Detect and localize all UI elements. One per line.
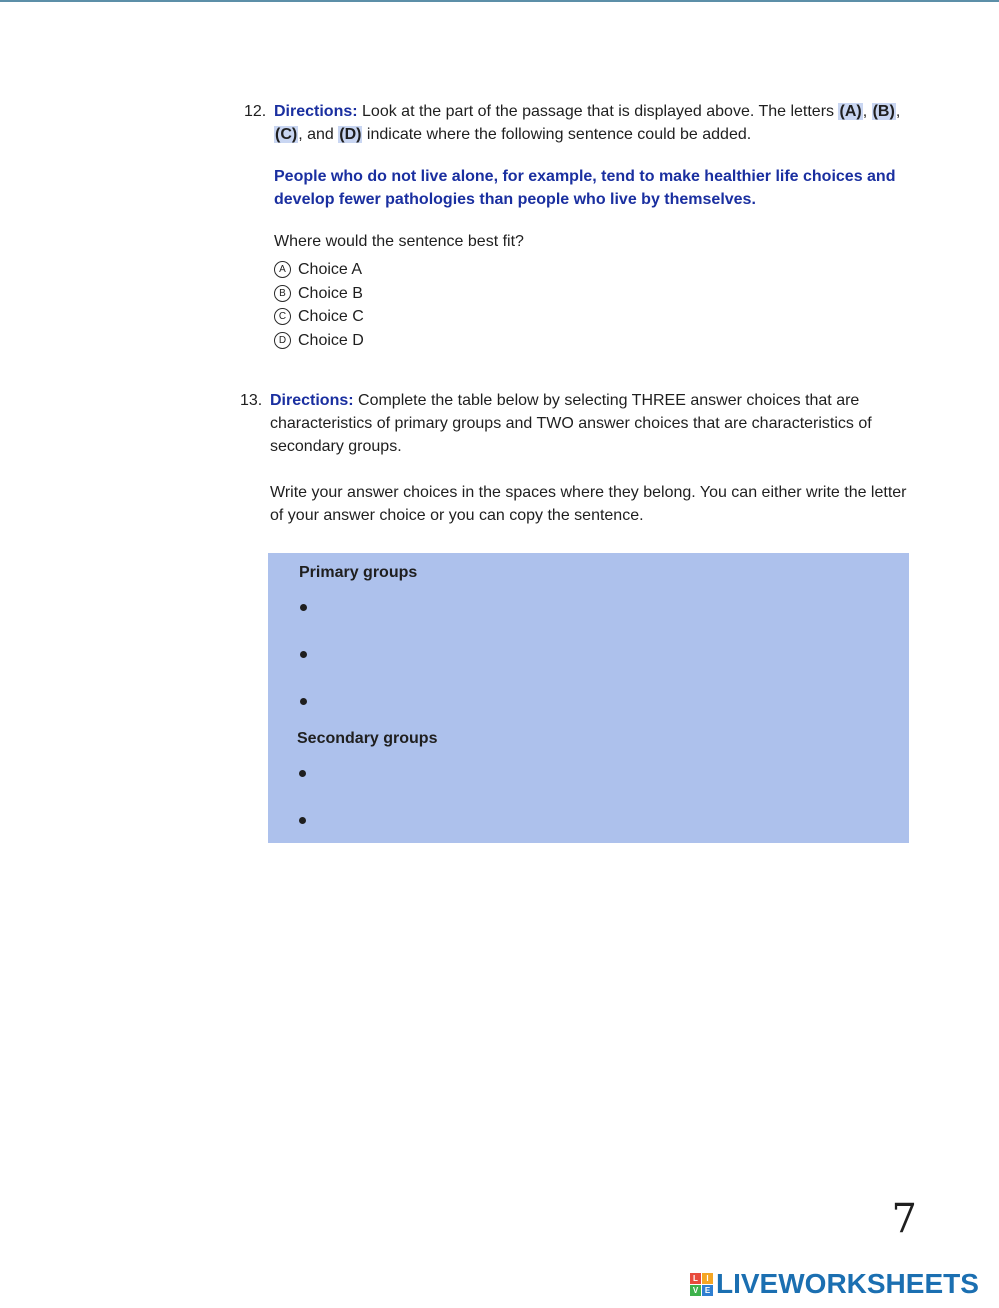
top-rule: [0, 0, 999, 2]
letter-d: (D): [339, 126, 362, 143]
directions-text: Look at the part of the passage that is displayed above. The letters: [357, 103, 839, 120]
question-number: 12.: [244, 103, 267, 120]
separator: , and: [298, 126, 339, 143]
radio-a-icon[interactable]: A: [274, 261, 291, 278]
primary-answer-slot-2[interactable]: [300, 651, 307, 658]
choice-label: Choice D: [298, 331, 364, 349]
radio-c-icon[interactable]: C: [274, 308, 291, 325]
primary-groups-heading: Primary groups: [299, 564, 418, 581]
letter-b: (B): [872, 103, 895, 120]
question-prompt: Where would the sentence best fit?: [274, 233, 524, 250]
liveworksheets-logo-icon: [690, 1273, 713, 1296]
insert-sentence: People who do not live alone, for example, tend to make healthier life choices and develop fewer pathologies than people who live by themselves.: [274, 168, 896, 208]
choice-label: Choice A: [298, 261, 363, 279]
logo-letter: V: [690, 1285, 701, 1296]
letter-a: (A): [839, 103, 862, 120]
secondary-answer-slot-1[interactable]: [299, 770, 306, 777]
choice-c[interactable]: [274, 305, 924, 329]
directions-label: Directions:: [274, 103, 358, 120]
logo-letter: E: [702, 1285, 713, 1296]
instructions-paragraph: Write your answer choices in the spaces where they belong. You can either write the letter of your answer choice or you can copy the sentence.: [270, 484, 907, 524]
choice-a[interactable]: [274, 258, 924, 282]
choice-label: Choice B: [298, 284, 363, 302]
directions-paragraph: [270, 389, 920, 458]
brand-name: LIVEWORKSHEETS: [716, 1268, 979, 1299]
question-13: [240, 389, 920, 527]
separator: ,: [895, 103, 901, 120]
directions-text: indicate where the following sentence could be added.: [362, 126, 752, 143]
directions-text: Complete the table below by selecting THREE answer choices that are characteristics of primary groups and TWO answer choices that are characteristics of secondary groups.: [270, 392, 872, 455]
logo-letter: L: [690, 1273, 701, 1284]
directions-label: Directions:: [270, 392, 354, 409]
directions-paragraph: [274, 100, 924, 146]
answer-choices: [274, 258, 924, 352]
secondary-groups-heading: Secondary groups: [297, 730, 438, 747]
choice-d[interactable]: [274, 329, 924, 353]
answer-table: [268, 553, 909, 843]
radio-b-icon[interactable]: B: [274, 285, 291, 302]
letter-c: (C): [275, 126, 298, 143]
choice-label: Choice C: [298, 308, 364, 326]
page-number: 7: [891, 1196, 917, 1242]
liveworksheets-brand[interactable]: [690, 1266, 979, 1302]
radio-d-icon[interactable]: D: [274, 332, 291, 349]
question-12: [244, 100, 924, 352]
separator: ,: [862, 103, 872, 120]
logo-letter: I: [702, 1273, 713, 1284]
question-body: [274, 100, 924, 352]
question-number: 13.: [240, 392, 263, 409]
secondary-answer-slot-2[interactable]: [299, 817, 306, 824]
primary-answer-slot-1[interactable]: [300, 604, 307, 611]
question-body: [270, 389, 920, 527]
primary-answer-slot-3[interactable]: [300, 698, 307, 705]
choice-b[interactable]: [274, 282, 924, 306]
